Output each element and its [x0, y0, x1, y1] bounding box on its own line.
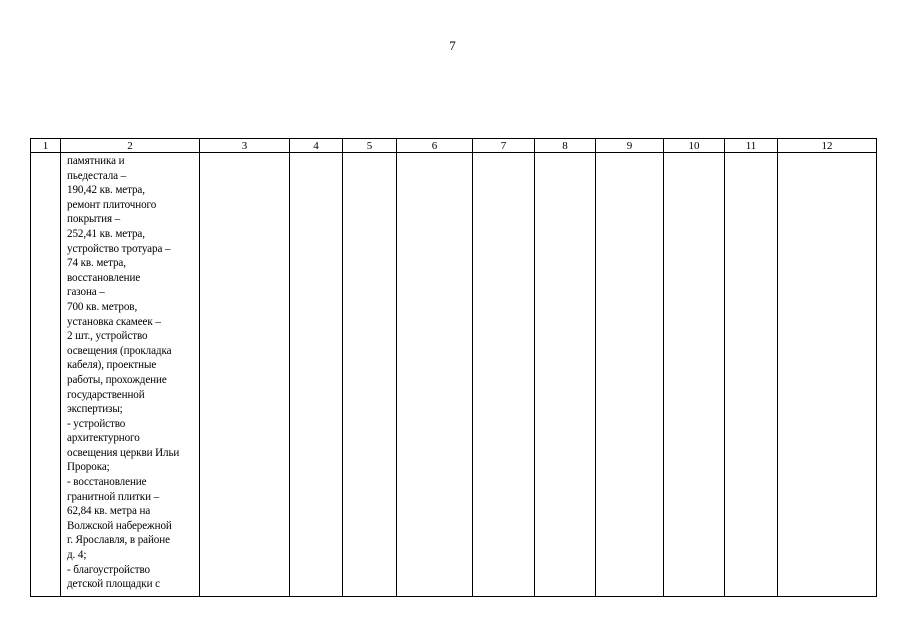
- column-header-6: 6: [397, 139, 473, 153]
- cell-col-10: [664, 153, 725, 597]
- cell-col-11: [725, 153, 778, 597]
- column-header-8: 8: [535, 139, 596, 153]
- table-row: [31, 153, 877, 597]
- cell-text: [664, 153, 724, 154]
- column-header-4: 4: [290, 139, 343, 153]
- column-header-7: 7: [473, 139, 535, 153]
- cell-text: [200, 153, 289, 154]
- cell-text: [343, 153, 396, 154]
- column-header-1: 1: [31, 139, 61, 153]
- cell-text: [397, 153, 472, 154]
- cell-text: [290, 153, 342, 154]
- column-header-3: 3: [200, 139, 290, 153]
- cell-col-3: [200, 153, 290, 597]
- column-header-2: 2: [61, 139, 200, 153]
- cell-text: памятника и пьедестала – 190,42 кв. метра, ремонт плиточного покрытия – 252,41 кв. метра, устройство тротуара – 74 кв. метра, восстановление газона – 700 кв. метров, установка скамеек – 2 шт., устройство освещения (прокладка кабеля), проектные работы, прохождение государственной экспертизы; - устройство архитектурного освещения церкви Ильи Пророка; - восстановление гранитной плитки – 62,84 кв. метра на Волжской набережной г. Ярославля, в районе д. 4; - благоустройство детской площадки с: [67, 155, 180, 591]
- column-header-5: 5: [343, 139, 397, 153]
- cell-col-1: [31, 153, 61, 597]
- cell-col-5: [343, 153, 397, 597]
- cell-col-6: [397, 153, 473, 597]
- cell-text: [778, 153, 876, 154]
- column-header-9: 9: [596, 139, 664, 153]
- cell-col-12: [778, 153, 877, 597]
- cell-col-9: [596, 153, 664, 597]
- cell-text: [473, 153, 534, 154]
- table-header-row: [31, 139, 877, 153]
- cell-text: [596, 153, 663, 154]
- data-table: [30, 138, 877, 597]
- cell-col-2: [61, 153, 200, 597]
- cell-text: [535, 153, 595, 154]
- column-header-12: 12: [778, 139, 877, 153]
- column-header-11: 11: [725, 139, 778, 153]
- cell-text: [31, 153, 60, 154]
- cell-col-8: [535, 153, 596, 597]
- cell-col-4: [290, 153, 343, 597]
- cell-col-7: [473, 153, 535, 597]
- cell-text: [725, 153, 777, 154]
- column-header-10: 10: [664, 139, 725, 153]
- page-number: 7: [449, 38, 456, 53]
